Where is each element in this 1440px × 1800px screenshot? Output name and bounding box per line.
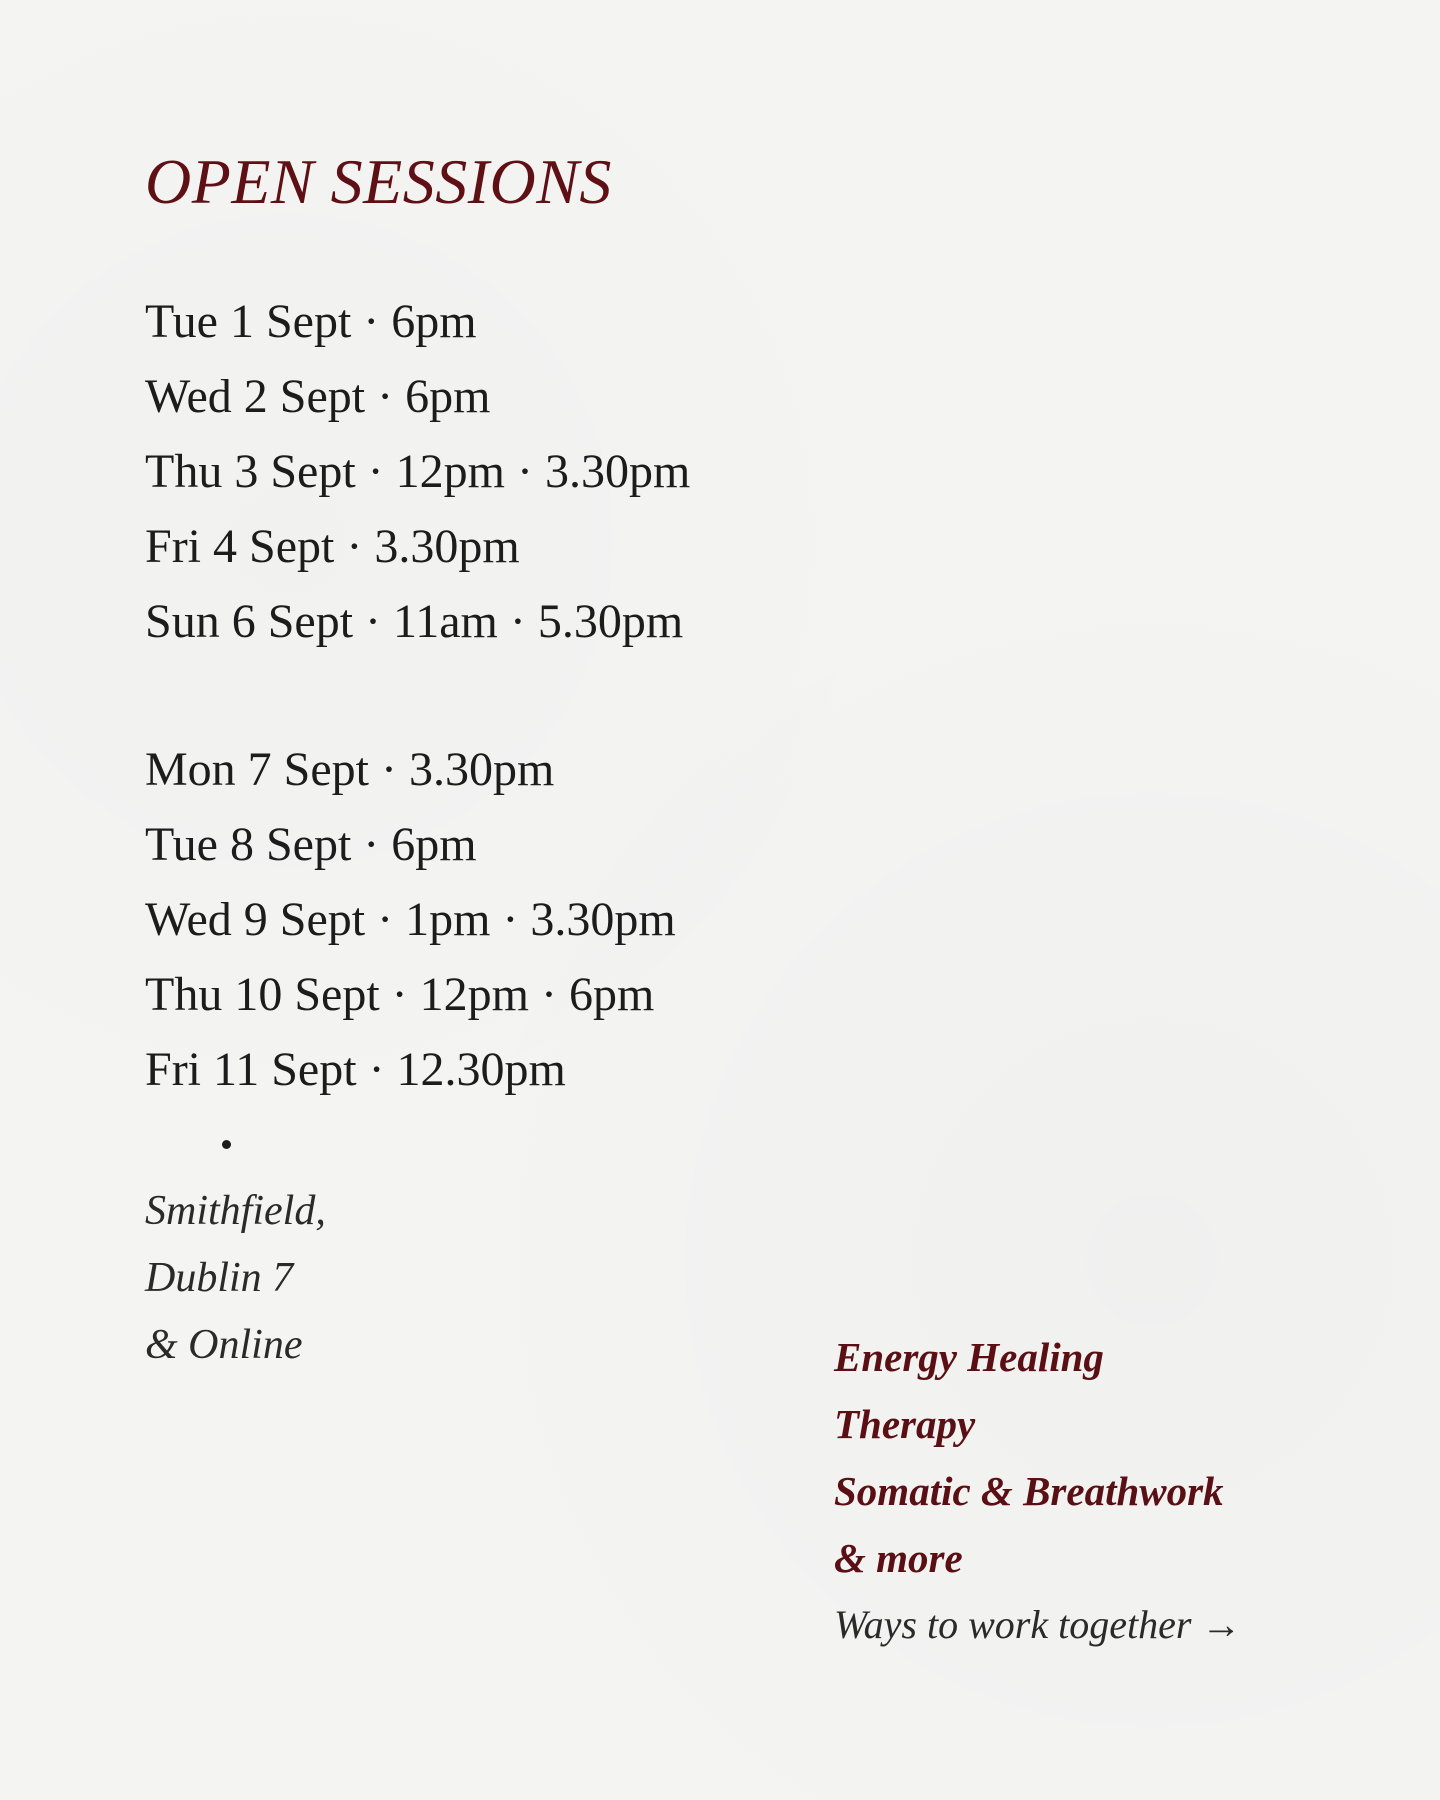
location-line: Smithfield, bbox=[145, 1188, 326, 1234]
bullet-dot bbox=[222, 1140, 231, 1149]
ways-to-work-together-link[interactable]: Ways to work together → bbox=[834, 1602, 1242, 1647]
service-item: Somatic & Breathwork bbox=[834, 1468, 1224, 1514]
location-line: Dublin 7 bbox=[145, 1255, 294, 1301]
session-item: Fri 4 Sept · 3.30pm bbox=[145, 520, 520, 573]
session-item: Tue 8 Sept · 6pm bbox=[145, 818, 477, 871]
location-block bbox=[145, 1186, 326, 1387]
session-item: Sun 6 Sept · 11am · 5.30pm bbox=[145, 595, 684, 648]
service-item: & more bbox=[834, 1535, 963, 1581]
session-item: Tue 1 Sept · 6pm bbox=[145, 295, 477, 348]
session-item: Mon 7 Sept · 3.30pm bbox=[145, 743, 555, 796]
session-item: Thu 10 Sept · 12pm · 6pm bbox=[145, 968, 655, 1021]
session-item: Wed 9 Sept · 1pm · 3.30pm bbox=[145, 893, 676, 946]
service-item: Therapy bbox=[834, 1401, 976, 1447]
session-item: Wed 2 Sept · 6pm bbox=[145, 370, 491, 423]
session-schedule bbox=[145, 292, 690, 1115]
session-item: Fri 11 Sept · 12.30pm bbox=[145, 1043, 566, 1096]
location-line: & Online bbox=[145, 1322, 303, 1368]
services-block bbox=[834, 1332, 1241, 1667]
service-item: Energy Healing bbox=[834, 1334, 1104, 1380]
session-item: Thu 3 Sept · 12pm · 3.30pm bbox=[145, 445, 691, 498]
page-title: OPEN SESSIONS bbox=[145, 146, 612, 217]
